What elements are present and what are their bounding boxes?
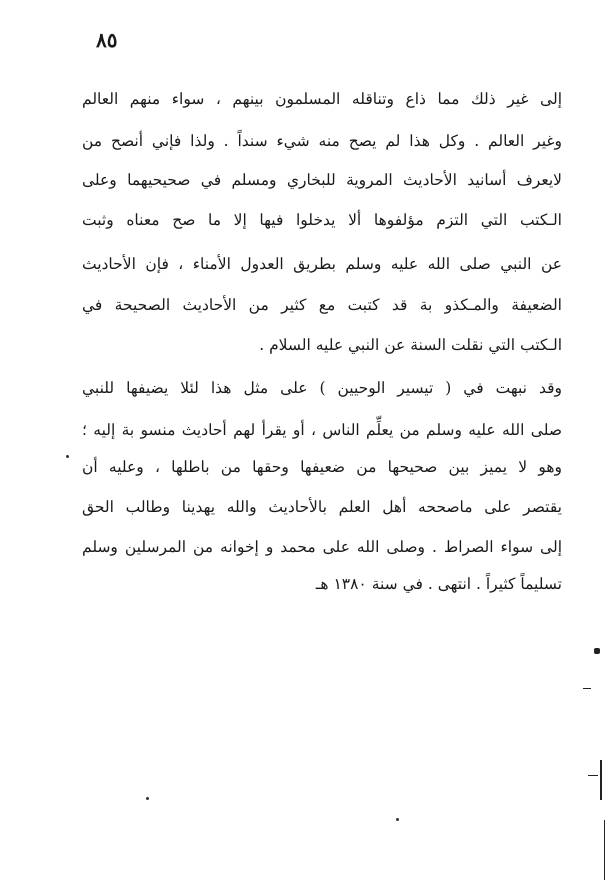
scan-mark xyxy=(588,775,598,776)
scan-mark xyxy=(604,820,605,880)
text-line: الـكتب التي التزم مؤلفوها ألا يدخلوا فيها إلا ما صح معناه وثبت xyxy=(82,211,562,229)
scan-speck xyxy=(66,455,69,458)
scan-speck xyxy=(396,818,399,821)
text-line: تسليماً كثيراً . انتهى . في سنة ١٣٨٠ هـ xyxy=(315,575,562,593)
text-line: عن النبي صلى الله عليه وسلم بطريق العدول الأمناء ، فإن الأحاديث xyxy=(82,255,562,273)
text-line: لايعرف أسانيد الأحاديث المروية للبخاري ومسلم في صحيحيهما وعلى xyxy=(82,171,562,189)
text-line: إلى غير ذلك مما ذاع وتناقله المسلمون بينهم ، سواء منهم العالم xyxy=(82,90,562,108)
text-line: الـكتب التي نقلت السنة عن النبي عليه السلام . xyxy=(259,336,562,354)
scan-mark xyxy=(600,760,602,800)
text-line: الضعيفة والمـكذو بة قد كتبت مع كثير من الأحاديث الصحيحة في xyxy=(82,296,562,314)
scan-mark xyxy=(594,648,600,654)
text-line: وغير العالم . وكل هذا لم يصح منه شيء سنداً . ولذا فإني أنصح من xyxy=(82,132,562,150)
text-line: صلى الله عليه وسلم من يعلِّم الناس ، أو يقرأ لهم أحاديث منسو بة إليه ؛ xyxy=(82,421,562,439)
text-line: يقتصر على ماصححه أهل العلم بالأحاديث والله يهدينا وطالب الحق xyxy=(82,498,562,516)
scan-speck xyxy=(146,797,149,800)
text-line: وهو لا يميز بين صحيحها من ضعيفها وحقها من باطلها ، وعليه أن xyxy=(82,458,562,476)
text-line: إلى سواء الصراط . وصلى الله على محمد و إخوانه من المرسلين وسلم xyxy=(82,538,562,556)
scan-mark xyxy=(583,688,591,689)
text-line: وقد نبهت في ( تيسير الوحيين ) على مثل هذا لئلا يضيفها للنبي xyxy=(82,379,562,397)
page-number: ٨٥ xyxy=(96,28,118,52)
